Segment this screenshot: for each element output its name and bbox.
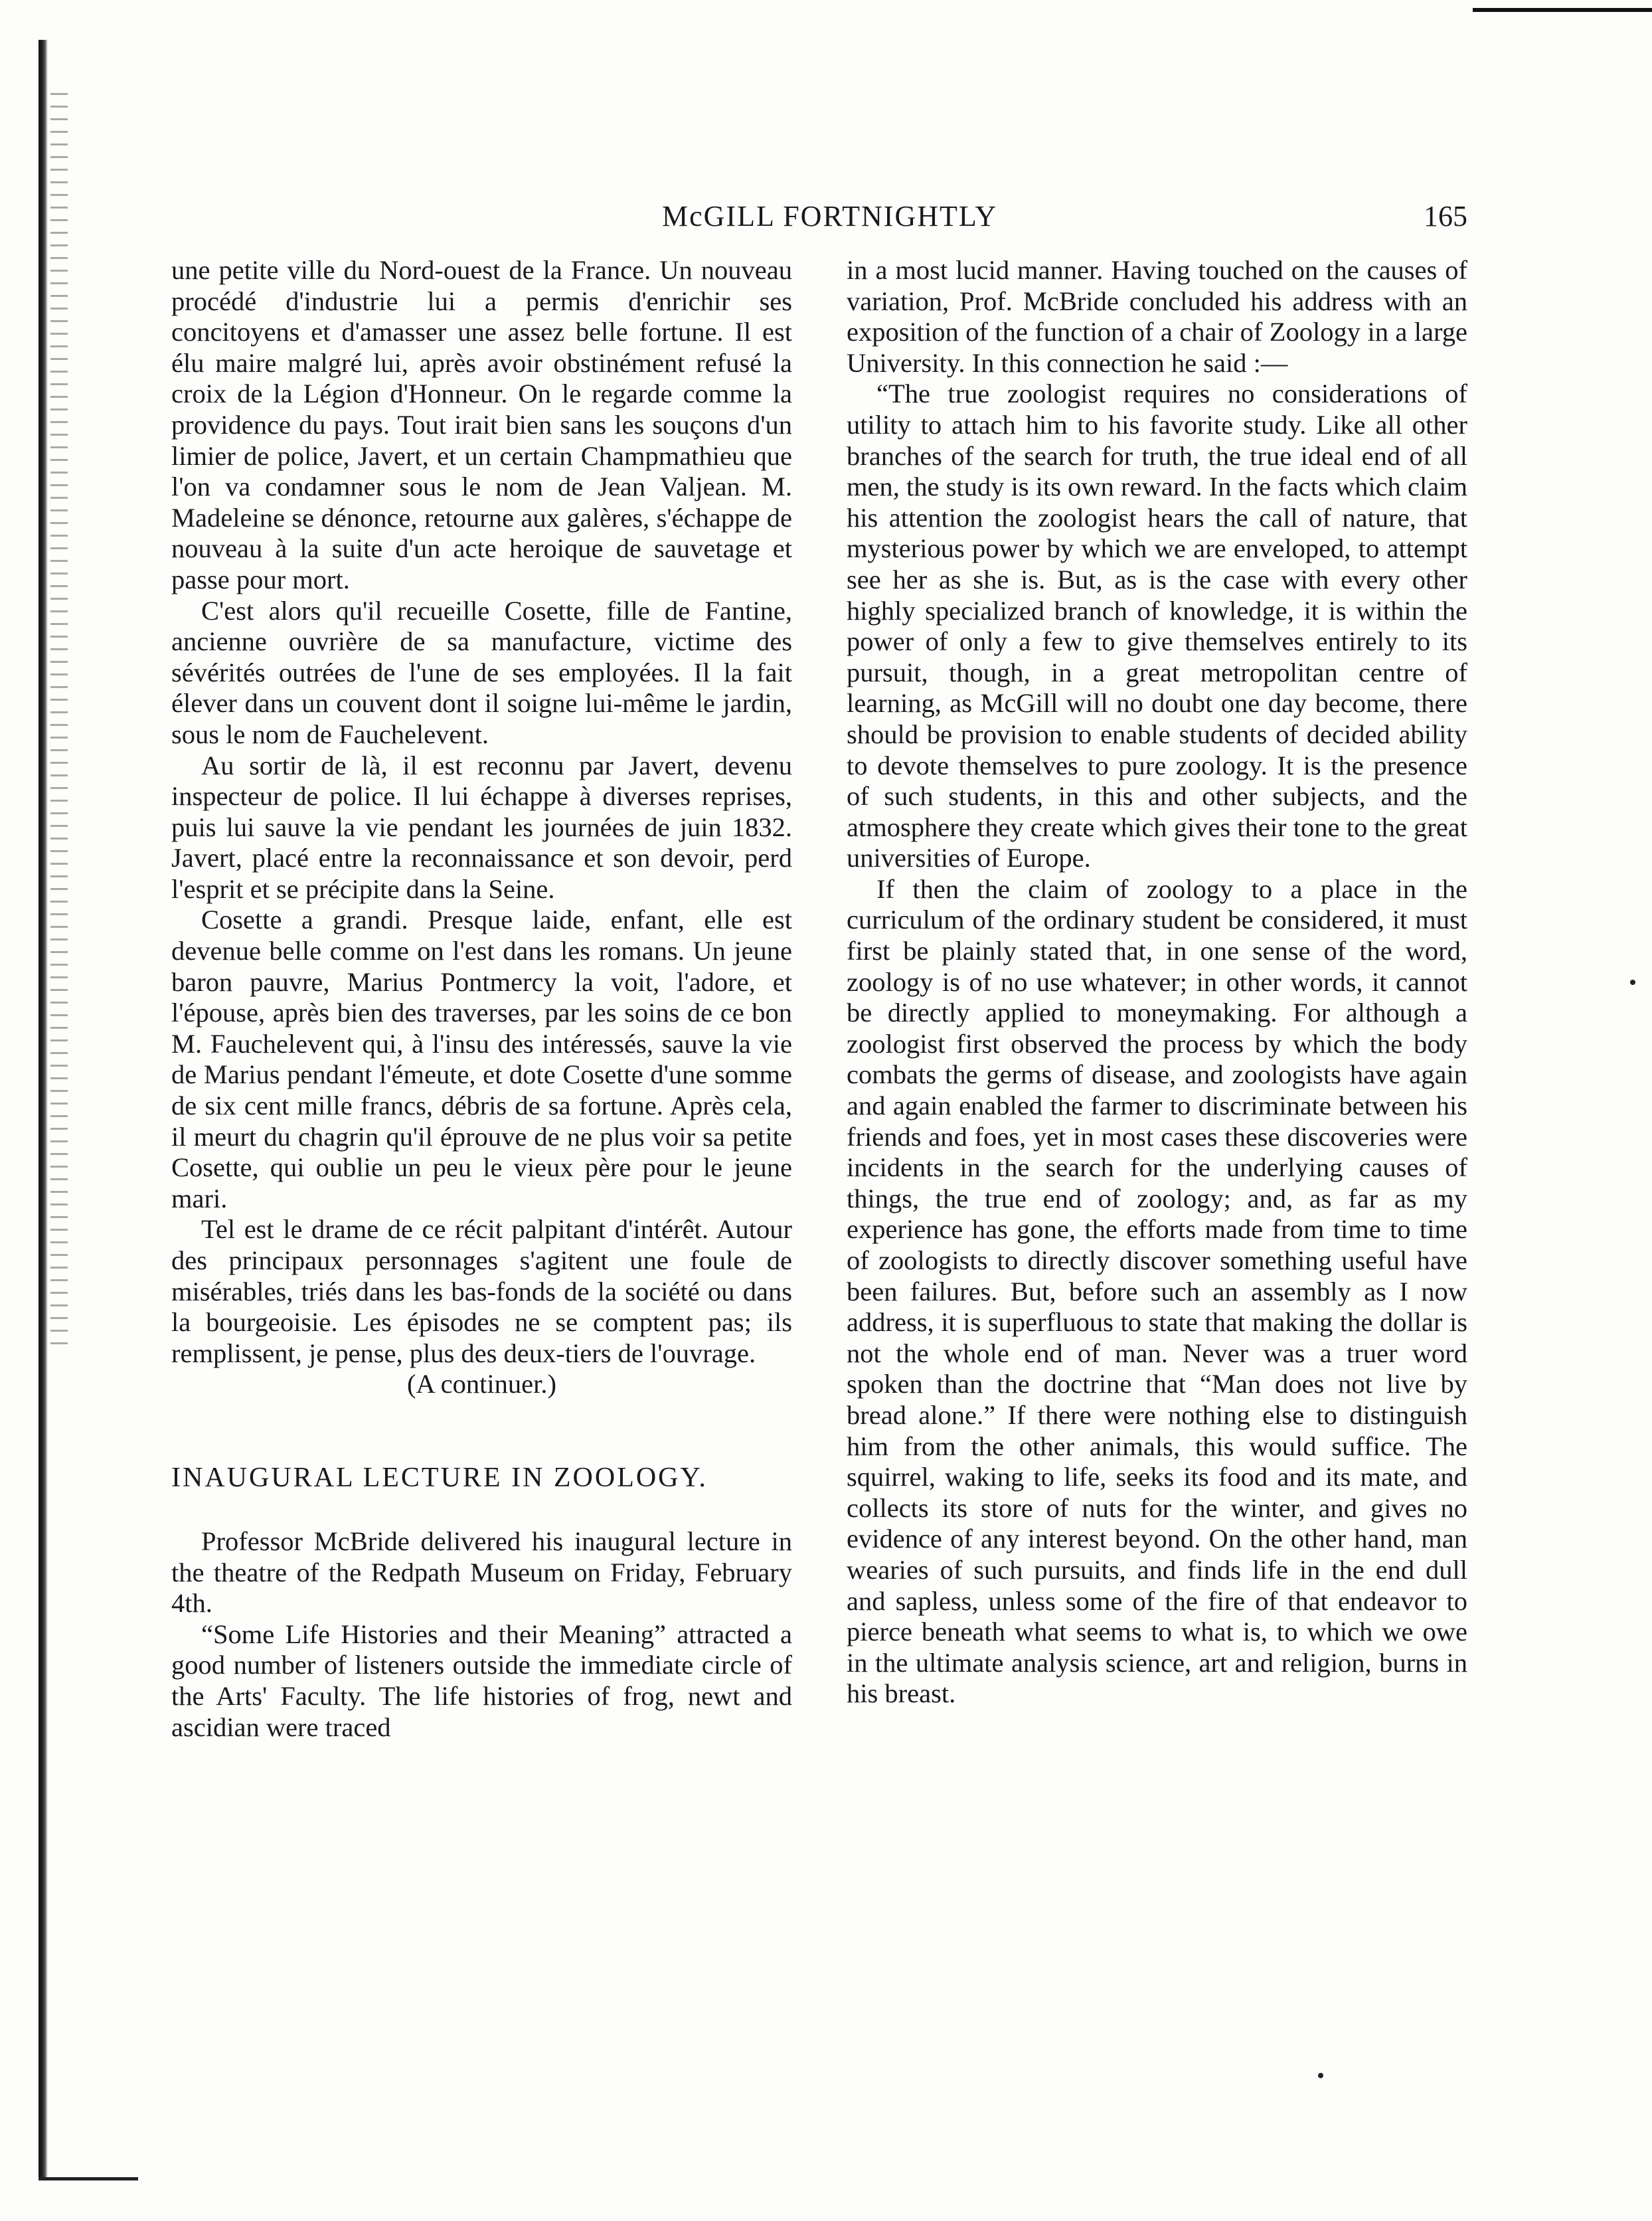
running-header bbox=[166, 197, 1467, 236]
scan-bottom-mark bbox=[39, 2177, 138, 2180]
continuation-note: (A continuer.) bbox=[407, 1369, 556, 1399]
journal-title: McGILL FORTNIGHTLY bbox=[662, 200, 998, 232]
paragraph: in a most lucid manner. Having touched on the causes of variation, Prof. McBride concluded his address with an exposition of the function of a chair of Zoology in a large University. In this connection he said :— bbox=[847, 255, 1467, 378]
right-column bbox=[847, 255, 1467, 1710]
paragraph: une petite ville du Nord-ouest de la France. Un nouveau procédé d'industrie lui a permis d'enrichir ses concitoyens et d'amasser une assez belle fortune. Il est élu maire malgré lui, après avoir obstinément refusé la croix de la Légion d'Honneur. On le regarde comme la providence du pays. Tout irait bien sans les souçons d'un limier de police, Javert, et un certain Champmathieu que l'on va condamner sous le nom de Jean Valjean. M. Madeleine se dénonce, retourne aux galères, s'échappe de nouveau à la suite d'un acte heroique de sauvetage et passe pour mort. bbox=[171, 255, 792, 594]
scan-binding-edge bbox=[39, 40, 48, 2178]
paragraph: Professor McBride delivered his inaugural lecture in the theatre of the Redpath Museum on Friday, February 4th. bbox=[171, 1526, 792, 1619]
scan-binding-speckle bbox=[50, 93, 68, 1355]
paragraph: “The true zoologist requires no considerations of utility to attach him to his favorite study. Like all other branches of the search for truth, the true ideal end of all men, the study is its own reward. In the facts which claim his attention the zoologist hears the call of nature, that mysterious power by which we are enveloped, to attempt see her as she is. But, as is the case with every other highly specialized branch of knowledge, it is within the power of only a few to give themselves entirely to its pursuit, though, in a great metropolitan centre of learning, as McGill will no doubt one day become, there should be provision to enable students of decided ability to devote themselves to pure zoology. It is the presence of such students, in this and other subjects, and the atmosphere they create which gives their tone to the great universities of Europe. bbox=[847, 379, 1467, 873]
scan-dust-dot bbox=[1318, 2073, 1323, 2078]
page-number: 165 bbox=[1424, 200, 1467, 232]
scan-top-rule bbox=[1473, 8, 1652, 12]
paragraph: C'est alors qu'il recueille Cosette, fille de Fantine, ancienne ouvrière de sa manufacture, victime des sévérités outrées de l'une de ses employées. Il la fait élever dans un couvent dont il soigne lui-même le jardin, sous le nom de Fauchelevent. bbox=[171, 595, 792, 749]
paragraph: Tel est le drame de ce récit palpitant d'intérêt. Autour des principaux personnages s'agitent une foule de misérables, triés dans les bas-fonds de la société ou dans la bourgeoisie. Les épisodes ne se comptent pas; ils remplissent, je pense, plus des deux-tiers de l'ouvrage. bbox=[171, 1214, 792, 1368]
paragraph: Cosette a grandi. Presque laide, enfant, elle est devenue belle comme on l'est dans les romans. Un jeune baron pauvre, Marius Pontmercy la voit, l'adore, et l'épouse, après bien des traverses, par les soins de ce bon M. Fauchelevent qui, à l'insu des intéressés, sauve la vie de Marius pendant l'émeute, et dote Cosette d'une somme de six cent mille francs, débris de sa fortune. Après cela, il meurt du chagrin qu'il éprouve de ne plus voir sa petite Cosette, qui oublie un peu le vieux père pour le jeune mari. bbox=[171, 905, 792, 1213]
scan-dust-dot bbox=[1630, 980, 1635, 985]
paragraph: Au sortir de là, il est reconnu par Javert, devenu inspecteur de police. Il lui échappe à diverses reprises, puis lui sauve la vie pendant les journées de juin 1832. Javert, placé entre la reconnaissance et son devoir, perd l'esprit et se précipite dans la Seine. bbox=[171, 750, 792, 904]
section-heading: INAUGURAL LECTURE IN ZOOLOGY. bbox=[171, 1462, 708, 1493]
paragraph: “Some Life Histories and their Meaning” attracted a good number of listeners outside the immediate circle of the Arts' Faculty. The life histories of frog, newt and ascidian were traced bbox=[171, 1619, 792, 1742]
left-column bbox=[171, 255, 792, 1743]
paragraph: If then the claim of zoology to a place in the curriculum of the ordinary student be considered, it must first be plainly stated that, in one sense of the word, zoology is of no use whatever; in other words, it cannot be directly applied to moneymaking. For although a zoologist first observed the process by which the body combats the germs of disease, and zoologists have again and again enabled the farmer to discriminate between his friends and foes, yet in most cases these discoveries were incidents in the search for the underlying causes of things, the true end of zoology; and, as far as my experience has gone, the efforts made from time to time of zoologists to directly discover something useful have been failures. But, before such an assembly as I now address, it is superfluous to state that making the dollar is not the whole end of man. Never was a truer word spoken than the doctrine that “Man does not live by bread alone.” If there were nothing else to distinguish him from the other animals, this would suffice. The squirrel, waking to life, seeks its food and its mate, and collects its store of nuts for the winter, and gives no evidence of any interest beyond. On the other hand, man wearies of such pursuits, and finds life in the end dull and sapless, unless some of the fire of that endeavor to pierce beneath what seems to what is, to which we owe in the ultimate analysis science, art and religion, burns in his breast. bbox=[847, 873, 1467, 1709]
